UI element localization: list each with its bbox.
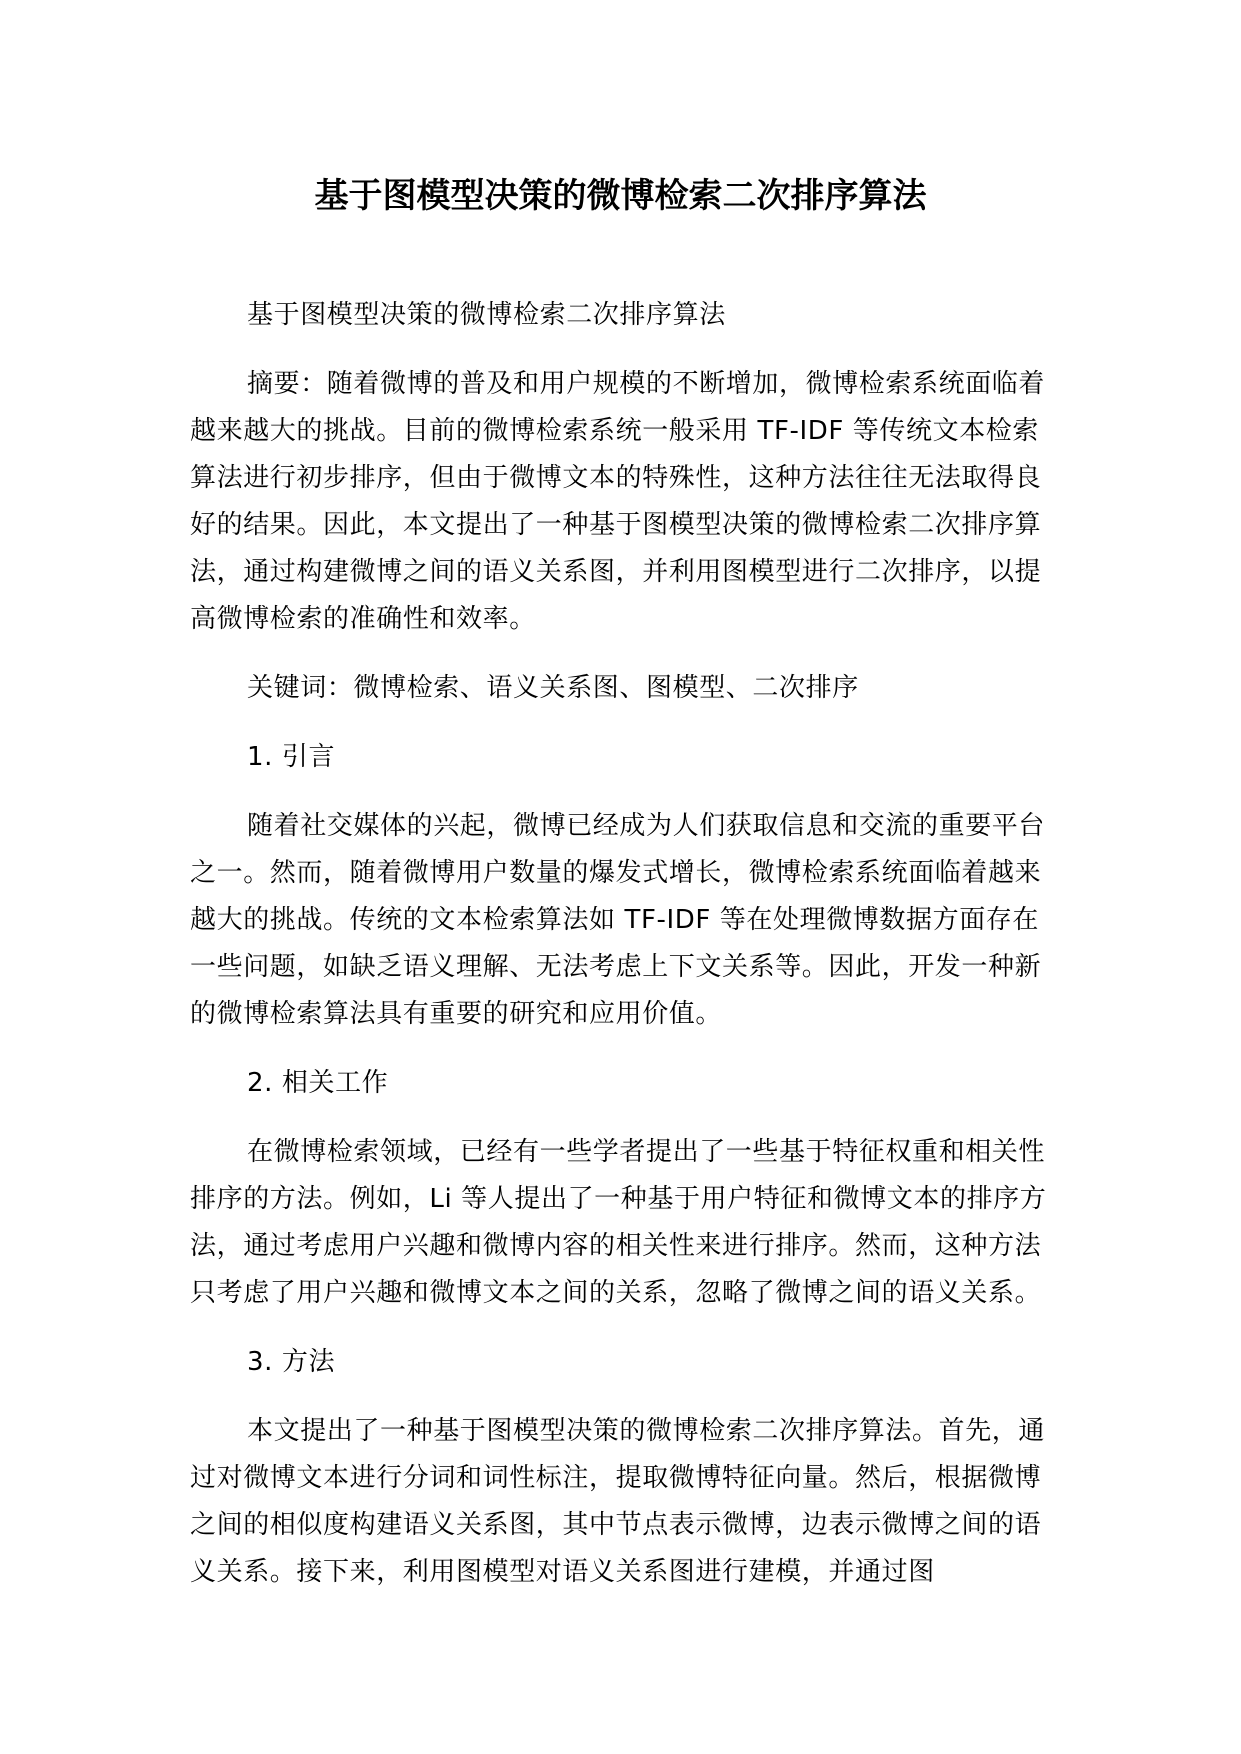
document-body — [190, 292, 1050, 1618]
section-heading-introduction: 1. 引言 — [247, 742, 336, 772]
keywords-paragraph: 关键词：微博检索、语义关系图、图模型、二次排序 — [247, 673, 859, 703]
introduction-paragraph: 随着社交媒体的兴起，微博已经成为人们获取信息和交流的重要平台之一。然而，随着微博用户数量的爆发式增长，微博检索系统面临着越来越大的挑战。传统的文本检索算法如 TF-IDF 等在处理微博数据方面存在一些问题，如缺乏语义理解、无法考虑上下文关系等。因此，开发一种新的微博检索算法具有重要的研究和应用价值。 — [190, 811, 1046, 1029]
subtitle-paragraph: 基于图模型决策的微博检索二次排序算法 — [247, 300, 726, 330]
section-heading-related-work: 2. 相关工作 — [247, 1068, 389, 1098]
abstract-paragraph: 摘要：随着微博的普及和用户规模的不断增加，微博检索系统面临着越来越大的挑战。目前的微博检索系统一般采用 TF-IDF 等传统文本检索算法进行初步排序，但由于微博文本的特殊性，这种方法往往无法取得良好的结果。因此，本文提出了一种基于图模型决策的微博检索二次排序算法，通过构建微博之间的语义关系图，并利用图模型进行二次排序，以提高微博检索的准确性和效率。 — [190, 369, 1046, 634]
section-heading-method: 3. 方法 — [247, 1347, 336, 1377]
related-work-paragraph: 在微博检索领域，已经有一些学者提出了一些基于特征权重和相关性排序的方法。例如，Li 等人提出了一种基于用户特征和微博文本的排序方法，通过考虑用户兴趣和微博内容的相关性来进行排序。然而，这种方法只考虑了用户兴趣和微博文本之间的关系，忽略了微博之间的语义关系。 — [190, 1137, 1047, 1308]
method-paragraph: 本文提出了一种基于图模型决策的微博检索二次排序算法。首先，通过对微博文本进行分词和词性标注，提取微博特征向量。然后，根据微博之间的相似度构建语义关系图，其中节点表示微博，边表示微博之间的语义关系。接下来，利用图模型对语义关系图进行建模，并通过图 — [190, 1416, 1046, 1587]
document-title: 基于图模型决策的微博检索二次排序算法 — [314, 176, 927, 216]
